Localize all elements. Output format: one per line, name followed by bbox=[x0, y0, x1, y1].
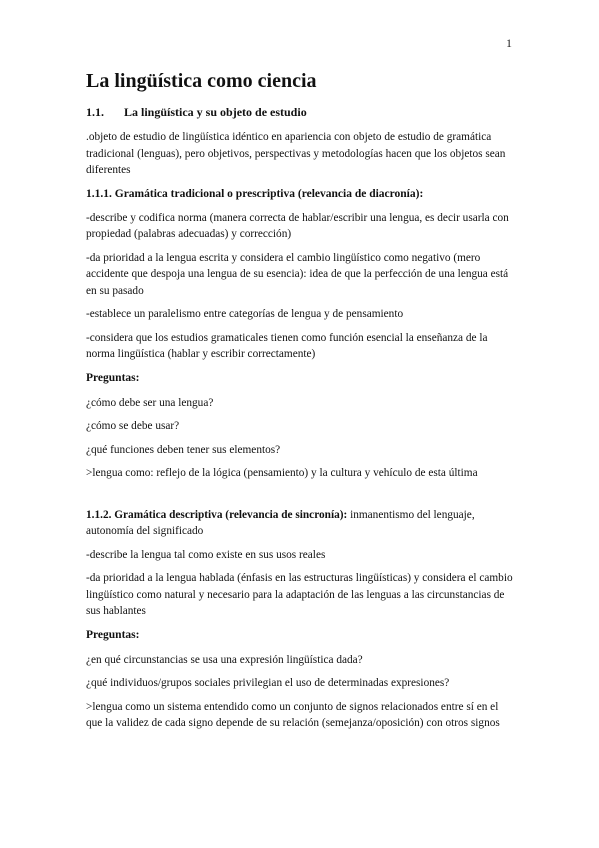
descriptive-heading-bold: 1.1.2. Gramática descriptiva (relevancia de sincronía): bbox=[86, 508, 348, 521]
descriptive-question: ¿qué individuos/grupos sociales privilegian el uso de determinadas expresiones? bbox=[86, 677, 450, 689]
document-body bbox=[86, 68, 514, 739]
descriptive-heading-rest: inmanentismo del lenguaje, autonomía del significado bbox=[86, 508, 475, 537]
traditional-point: -establece un paralelismo entre categorías de lengua y de pensamiento bbox=[86, 308, 404, 320]
questions-heading-traditional: Preguntas: bbox=[86, 371, 140, 384]
traditional-question: ¿cómo se debe usar? bbox=[86, 420, 180, 432]
document-title: La lingüística como ciencia bbox=[86, 70, 317, 92]
traditional-question: ¿qué funciones deben tener sus elementos? bbox=[86, 443, 281, 456]
traditional-question: ¿cómo debe ser una lengua? bbox=[86, 396, 214, 409]
section-title: La lingüística y su objeto de estudio bbox=[124, 105, 307, 119]
section-number: 1.1. bbox=[86, 105, 104, 119]
traditional-question: >lengua como: reflejo de la lógica (pensamiento) y la cultura y vehículo de esta última bbox=[86, 467, 478, 479]
intro-paragraph: .objeto de estudio de lingüística idéntico en apariencia con objeto de estudio de gramática tradicional (lenguas), pero objetivos, perspectivas y metodologías hacen que los objetos sean diferentes bbox=[86, 131, 506, 176]
page-number: 1 bbox=[506, 36, 512, 50]
descriptive-point: -da prioridad a la lengua hablada (énfasis en las estructuras lingüísticas) y considera el cambio lingüístico como natural y necesario para la adaptación de las lenguas a las circunstancias de sus hablantes bbox=[86, 572, 513, 617]
descriptive-point: -describe la lengua tal como existe en sus usos reales bbox=[86, 548, 326, 561]
traditional-point: -considera que los estudios gramaticales tienen como función esencial la enseñanza de la norma lingüística (hablar y escribir correctamente) bbox=[86, 331, 488, 360]
subsection-heading-descriptive bbox=[86, 507, 514, 540]
questions-heading-descriptive: Preguntas: bbox=[86, 628, 140, 641]
traditional-point: -da prioridad a la lengua escrita y considera el cambio lingüístico como negativo (mero accidente que despoja una lengua de su esencia): idea de que la perfección de una lengua está en su pasado bbox=[86, 251, 509, 297]
descriptive-question: >lengua como un sistema entendido como un conjunto de signos relacionados entre sí en el que la validez de cada signo depende de su relación (semejanza/oposición) con otros signos bbox=[86, 700, 500, 729]
subsection-heading-traditional: 1.1.1. Gramática tradicional o prescriptiva (relevancia de diacronía): bbox=[86, 187, 424, 200]
traditional-point: -describe y codifica norma (manera correcta de hablar/escribir una lengua, es decir usarla con propiedad (palabras adecuadas) y corrección) bbox=[86, 211, 509, 240]
section-heading bbox=[86, 104, 514, 121]
descriptive-question: ¿en qué circunstancias se usa una expresión lingüística dada? bbox=[86, 653, 363, 666]
